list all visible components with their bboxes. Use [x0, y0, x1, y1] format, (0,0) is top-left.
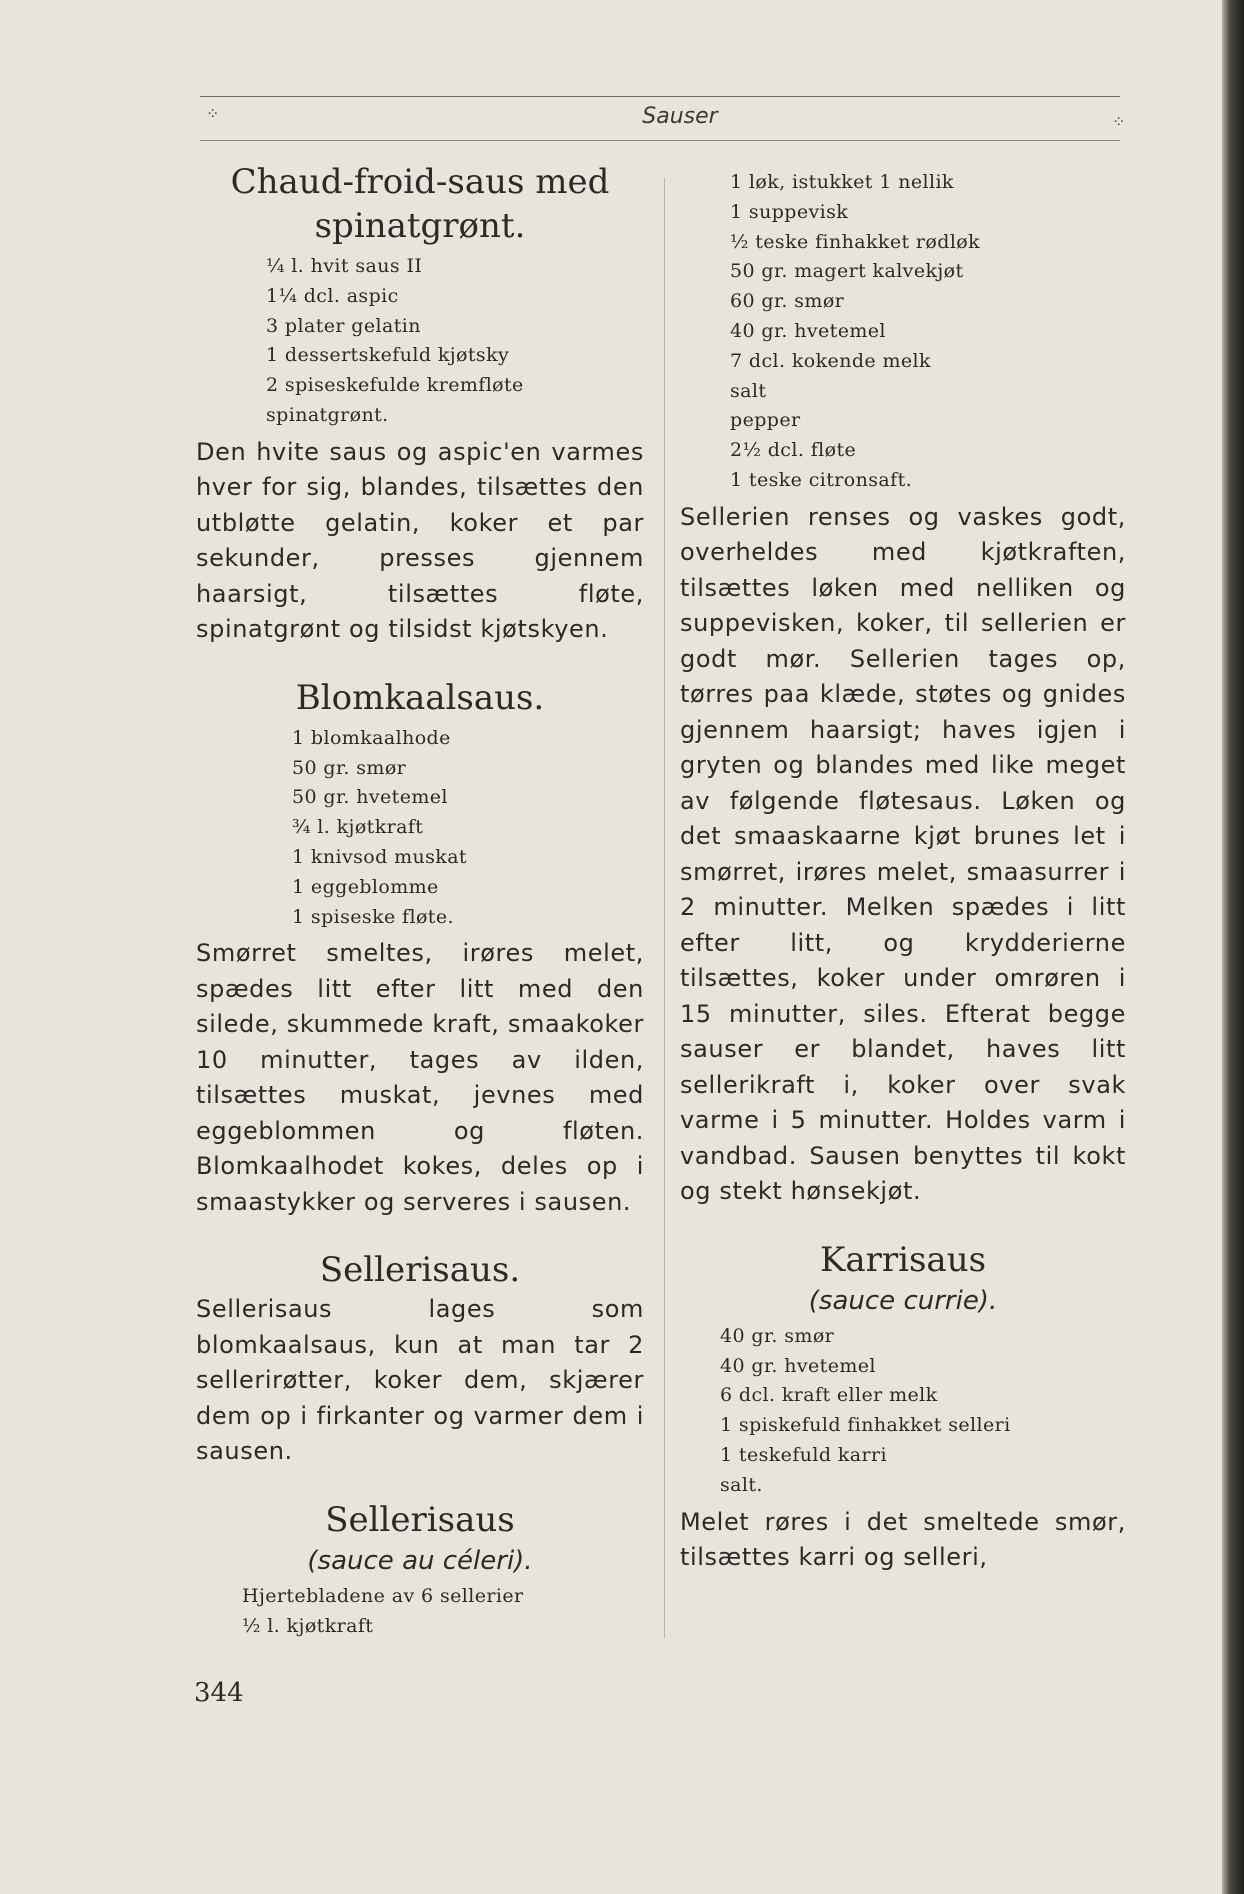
ingredient: 1 spiskefuld finhakket selleri: [720, 1414, 1011, 1437]
ingredient-list: [680, 168, 1126, 496]
ingredient: 40 gr. hvetemel: [730, 319, 886, 342]
ingredient: 50 gr. magert kalvekjøt: [730, 260, 964, 283]
recipe-instructions: Den hvite saus og aspic'en varmes hver for sig, blandes, tilsættes den utbløtte gelatin, koker et par sekunder, presses gjennem haarsigt, tilsættes fløte, spinatgrønt og tilsidst kjøtskyen.: [196, 437, 644, 644]
book-spine: [1222, 0, 1244, 1894]
ingredient: 40 gr. hvetemel: [720, 1354, 876, 1377]
running-head: Sauser: [642, 104, 718, 129]
recipe-title: Sellerisaus.: [319, 1250, 521, 1291]
ingredient: 40 gr. smør: [720, 1324, 835, 1347]
ingredient: 1¼ dcl. aspic: [266, 284, 399, 307]
recipe-subtitle: (sauce currie).: [808, 1285, 998, 1316]
header-rule-bottom: [200, 140, 1120, 141]
ingredient: 2 spiseskefulde kremfløte: [266, 374, 524, 397]
recipe-karrisaus: [680, 1238, 1126, 1576]
ingredient: ¾ l. kjøtkraft: [292, 816, 424, 839]
ingredient: spinatgrønt.: [266, 403, 389, 426]
ingredient: salt: [730, 379, 767, 402]
recipe-instructions: Sellerien renses og vaskes godt, overheldes med kjøtkraften, tilsættes løken med nelliken og suppevisken, koker, til sellerien er godt mør. Sellerien tages op, tørres paa klæde, støtes og gnides gjennem haarsigt; haves igjen i gryten og blandes med like meget av følgende fløtesaus. Løken og det smaaskaarne kjøt brunes let i smørret, irøres melet, smaasurrer i 2 minutter. Melken spædes i litt efter litt, og krydderierne tilsættes, koker under omrøren i 15 minutter, siles. Efterat begge sauser er blandet, haves litt sellerikraft i, koker over svak varme i 5 minutter. Holdes varm i vandbad. Sausen benyttes til kokt og stekt hønsekjøt.: [680, 502, 1126, 1206]
recipe-title: Karrisaus: [819, 1239, 987, 1280]
ingredient: 1 blomkaalhode: [292, 726, 451, 749]
ingredient-list: [680, 1322, 1126, 1501]
ingredient: 1 løk, istukket 1 nellik: [730, 171, 954, 193]
right-column: [680, 160, 1126, 1576]
ornament-right-icon: ⁘: [1112, 112, 1126, 131]
page-number: 344: [194, 1678, 244, 1708]
ingredient: pepper: [730, 409, 801, 432]
ingredient: 1 teske citronsaft.: [730, 468, 913, 491]
ingredient: salt.: [720, 1473, 763, 1496]
recipe-instructions: Sellerisaus lages som blomkaalsaus, kun at man tar 2 sellerirøtter, koker dem, skjærer dem op i firkanter og varmer dem i sausen.: [196, 1295, 644, 1466]
recipe-instructions: Smørret smeltes, irøres melet, spædes litt efter litt med den silede, skummede kraft, smaakoker 10 minutter, tages av ilden, tilsættes muskat, jevnes med eggeblommen og fløten. Blomkaalhodet kokes, deles op i smaastykker og serveres i sausen.: [196, 939, 644, 1216]
ingredient: 1 dessertskefuld kjøtsky: [266, 344, 510, 367]
ingredient: 1 eggeblomme: [292, 875, 439, 898]
recipe-subtitle: (sauce au céleri).: [307, 1545, 533, 1576]
ingredient: 3 plater gelatin: [266, 314, 421, 337]
ornament-left-icon: ⁘: [206, 104, 220, 123]
recipe-title: Sellerisaus: [325, 1499, 515, 1540]
header-rule-top: [200, 96, 1120, 97]
ingredient: 7 dcl. kokende melk: [730, 349, 931, 372]
ingredient: 50 gr. hvetemel: [292, 786, 448, 809]
ingredient: 1 spiseske fløte.: [292, 905, 454, 928]
ingredient: ¼ l. hvit saus II: [266, 255, 423, 277]
recipe-title: Blomkaalsaus.: [295, 677, 545, 718]
ingredient-list: [196, 724, 644, 933]
ingredient: 6 dcl. kraft eller melk: [720, 1384, 938, 1407]
column-divider: [664, 178, 665, 1638]
ingredient: 2½ dcl. fløte: [730, 439, 857, 462]
recipe-instructions: Melet røres i det smeltede smør, tilsættes karri og selleri,: [680, 1507, 1126, 1572]
recipe-sellerisaus: [196, 1248, 644, 1470]
ingredient: 60 gr. smør: [730, 290, 845, 313]
recipe-title: Chaud-froid-saus med spinatgrønt.: [230, 162, 610, 246]
ingredient: ½ teske finhakket rødløk: [730, 230, 981, 253]
left-column: [196, 160, 644, 1645]
ingredient-list: [196, 1582, 644, 1642]
ingredient: 1 teskefuld karri: [720, 1443, 887, 1466]
ingredient: Hjertebladene av 6 sellerier: [242, 1584, 524, 1607]
ingredient-list: [196, 252, 644, 431]
recipe-chaud-froid: [196, 160, 644, 648]
recipe-sellerisaus-celeri: [196, 1498, 644, 1642]
ingredient: 50 gr. smør: [292, 756, 407, 779]
ingredient: 1 suppevisk: [730, 200, 849, 223]
ingredient: ½ l. kjøtkraft: [242, 1614, 374, 1637]
ingredient: 1 knivsod muskat: [292, 845, 467, 868]
recipe-blomkaalsaus: [196, 676, 644, 1221]
recipe-sellerisaus-continued: [680, 168, 1126, 1210]
